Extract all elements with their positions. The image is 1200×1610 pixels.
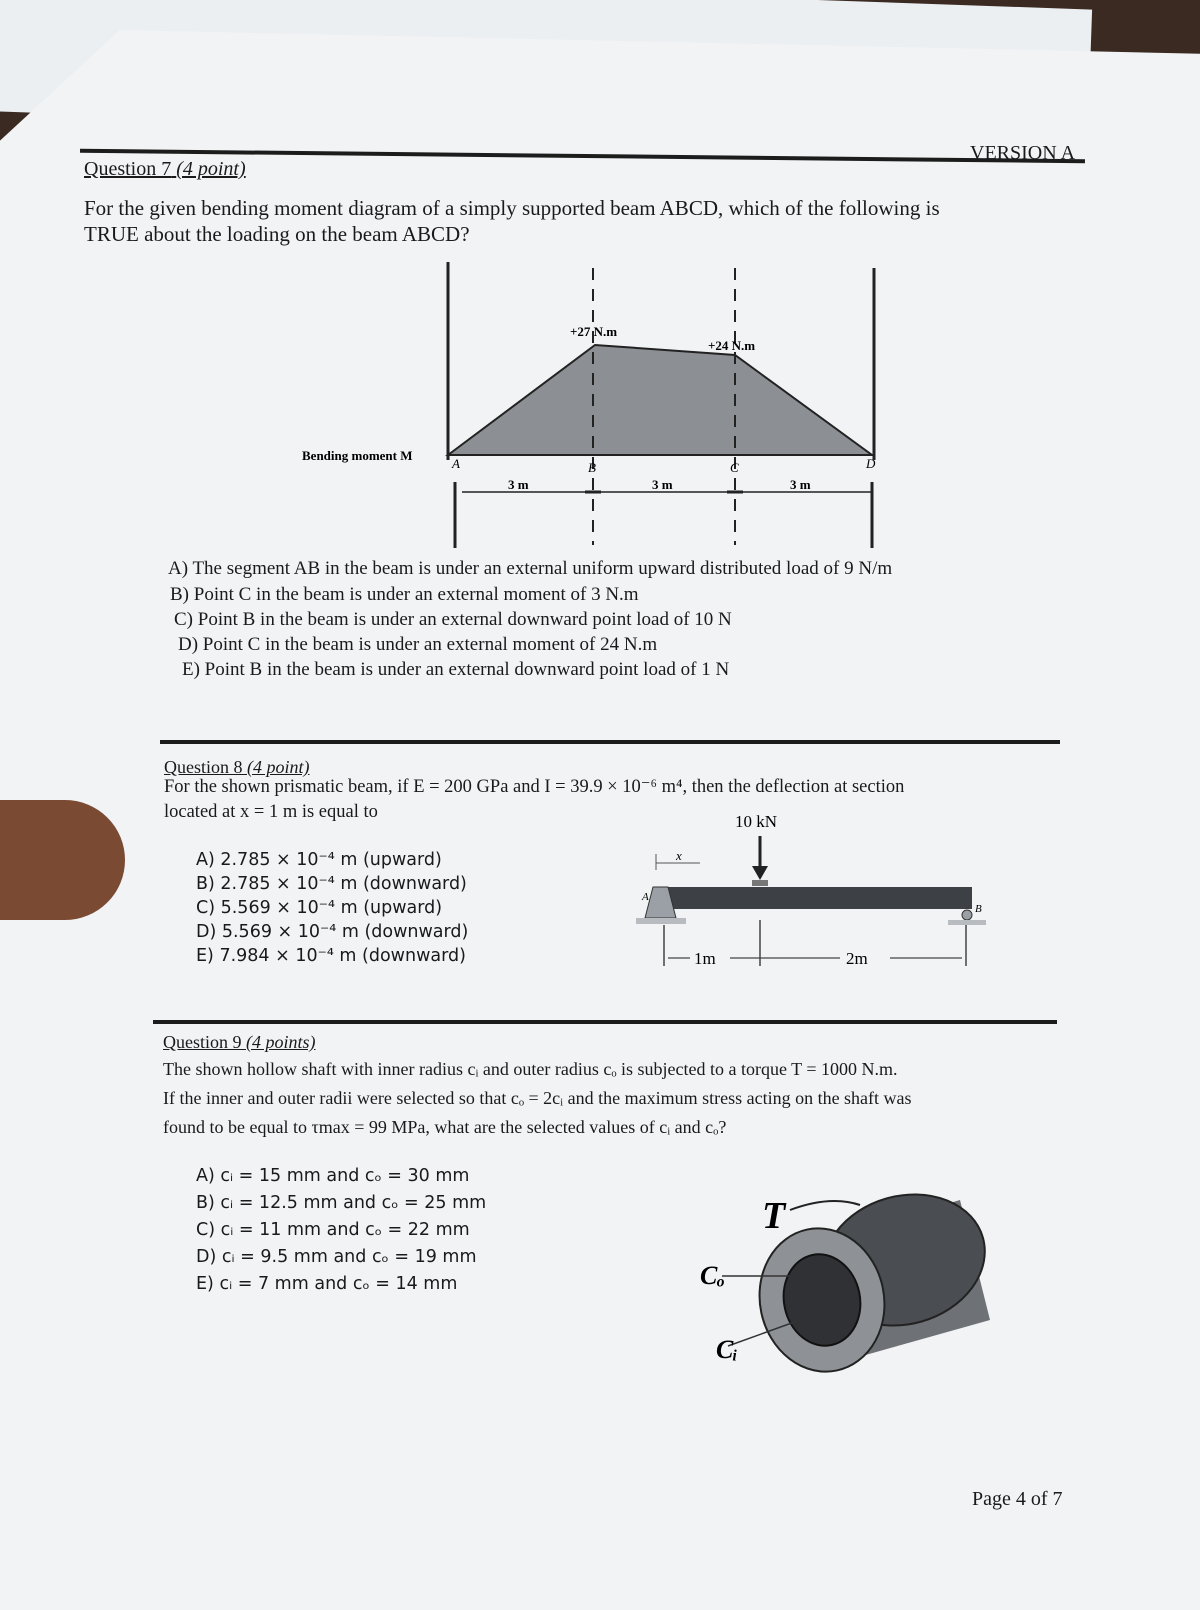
q9-points: (4 points) — [246, 1032, 316, 1052]
q7-question-line2: TRUE about the loading on the beam ABCD? — [84, 222, 470, 246]
q8-option-a[interactable]: A) 2.785 × 10⁻⁴ m (upward) — [196, 850, 442, 870]
q8-points: (4 point) — [247, 757, 310, 777]
q9-option-e[interactable]: E) cᵢ = 7 mm and cₒ = 14 mm — [196, 1274, 458, 1294]
torque-arrow — [790, 1201, 860, 1210]
q9-number: Question 9 — [163, 1032, 242, 1052]
span-bc-label: 3 m — [652, 477, 673, 492]
q7-points: (4 point) — [176, 158, 246, 180]
q8-question-line2: located at x = 1 m is equal to — [164, 802, 378, 822]
co-label: Cₒ — [700, 1261, 725, 1290]
q9-option-d[interactable]: D) cᵢ = 9.5 mm and cₒ = 19 mm — [196, 1247, 477, 1267]
torque-label: T — [762, 1195, 786, 1237]
x-label: x — [676, 848, 682, 863]
q8-option-e[interactable]: E) 7.984 × 10⁻⁴ m (downward) — [196, 946, 466, 966]
q8-option-b[interactable]: B) 2.785 × 10⁻⁴ m (downward) — [196, 874, 467, 894]
q7-option-d[interactable]: D) Point C in the beam is under an external moment of 24 N.m — [178, 634, 658, 655]
span2-label: 2m — [846, 949, 868, 968]
page-number: Page 4 of 7 — [972, 1488, 1063, 1510]
q8-option-d[interactable]: D) 5.569 × 10⁻⁴ m (downward) — [196, 922, 469, 942]
point-b-beam-label: B — [975, 903, 982, 915]
q9-option-b[interactable]: B) cᵢ = 12.5 mm and cₒ = 25 mm — [196, 1193, 487, 1213]
span-cd-label: 3 m — [790, 477, 811, 492]
point-a-beam-label: A — [642, 891, 649, 903]
q7-option-e[interactable]: E) Point B in the beam is under an external downward point load of 1 N — [182, 659, 730, 680]
q7-question-line1: For the given bending moment diagram of a simply supported beam ABCD, which of the following is — [84, 196, 940, 220]
load-label: 10 kN — [735, 812, 778, 831]
span1-label: 1m — [694, 949, 716, 968]
q9-option-a[interactable]: A) cᵢ = 15 mm and cₒ = 30 mm — [196, 1166, 470, 1186]
bending-moment-label: Bending moment M — [302, 448, 413, 463]
q7-option-a[interactable]: A) The segment AB in the beam is under an external uniform upward distributed load of 9 N/m — [168, 558, 893, 579]
q9-question-line2: If the inner and outer radii were selected so that cₒ = 2cᵢ and the maximum stress acting on the shaft was — [163, 1088, 912, 1108]
ci-label: Cᵢ — [716, 1335, 738, 1364]
q8-question-line1: For the shown prismatic beam, if E = 200 GPa and I = 39.9 × 10⁻⁶ m⁴, then the deflection at section — [164, 777, 905, 797]
q8-option-c[interactable]: C) 5.569 × 10⁻⁴ m (upward) — [196, 898, 443, 918]
q7-number: Question 7 — [84, 158, 172, 180]
q7-option-c[interactable]: C) Point B in the beam is under an external downward point load of 10 N — [174, 609, 732, 630]
point-d-label: D — [866, 456, 876, 471]
q8-number: Question 8 — [164, 757, 243, 777]
span-ab-label: 3 m — [508, 477, 529, 492]
q9-option-c[interactable]: C) cᵢ = 11 mm and cₒ = 22 mm — [196, 1220, 470, 1240]
moment-c-label: +24 N.m — [708, 338, 756, 353]
point-a-label: A — [452, 456, 460, 471]
q9-question-line1: The shown hollow shaft with inner radius cᵢ and outer radius cₒ is subjected to a torque T = 1000 N.m. — [163, 1059, 898, 1079]
q7-option-b[interactable]: B) Point C in the beam is under an external moment of 3 N.m — [170, 584, 639, 605]
version-label: VERSION A — [970, 142, 1076, 164]
moment-b-label: +27 N.m — [570, 324, 618, 339]
point-b-label: B — [588, 460, 596, 475]
q9-question-line3: found to be equal to τmax = 99 MPa, what are the selected values of cᵢ and cₒ? — [163, 1117, 727, 1137]
point-c-label: C — [730, 460, 739, 475]
